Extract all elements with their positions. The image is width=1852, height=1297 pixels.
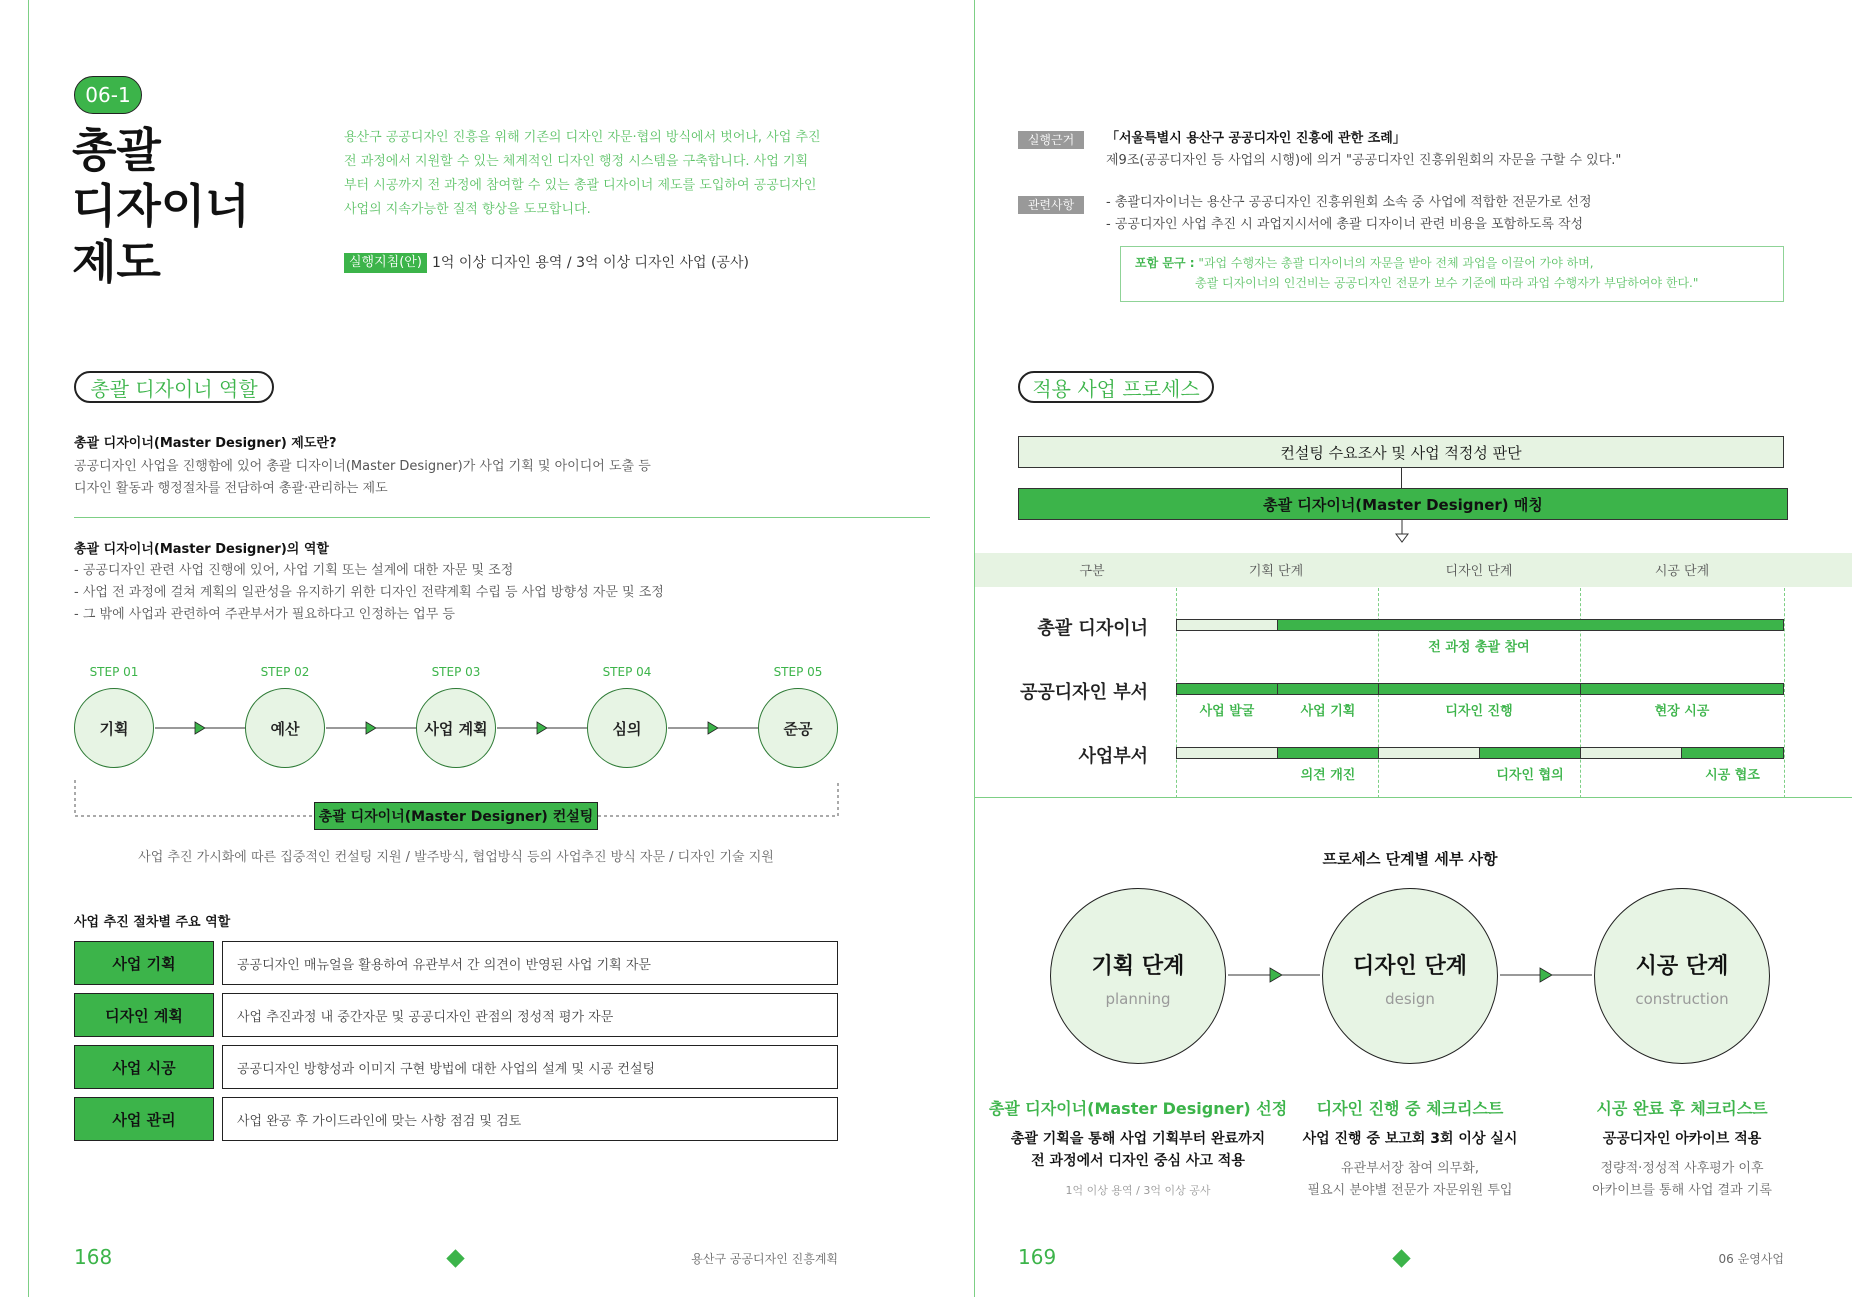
- intro-line: 용산구 공공디자인 진흥을 위해 기존의 디자인 자문·협의 방식에서 벗어나, 사업 추진: [344, 130, 821, 145]
- footer-text-right: 06 운영사업: [1718, 1252, 1784, 1266]
- phase-title: 기획 단계: [1091, 954, 1185, 979]
- section-title-role: 총괄 디자이너 역할: [74, 371, 274, 403]
- chapter-badge: 06-1: [74, 76, 142, 114]
- phase-detail: [988, 1128, 1288, 1172]
- role-item: - 사업 전 과정에 걸쳐 계획의 일관성을 유지하기 위한 디자인 전략계획 수립 등 사업 방향성 자문 및 조정: [74, 585, 664, 600]
- page-gutter-line: [974, 0, 975, 1297]
- bar-segment: [1277, 619, 1784, 631]
- definition-line: 공공디자인 사업을 진행함에 있어 총괄 디자이너(Master Designer)가 사업 기획 및 아이디어 도출 등: [74, 459, 651, 474]
- intro-line: 전 과정에서 지원할 수 있는 체계적인 디자인 행정 시스템을 구축합니다. 사업 기획: [344, 154, 809, 169]
- role-item: - 그 밖에 사업과 관련하여 주관부서가 필요하다고 인정하는 업무 등: [74, 607, 455, 622]
- include-line-1: "과업 수행자는 총괄 디자이너의 자문을 받아 전체 과업을 이끌어 가야 하며,: [1198, 256, 1594, 270]
- phase-subtitle: design: [1385, 990, 1435, 1008]
- bar-segment: [1277, 683, 1379, 695]
- diamond-icon: [1392, 1249, 1410, 1267]
- bar-segment: [1277, 747, 1379, 759]
- phase-circle-planning: [1050, 888, 1226, 1064]
- phase-note-line: 필요시 분야별 전문가 자문위원 투입: [1307, 1183, 1513, 1198]
- bar-segment: [1580, 747, 1682, 759]
- column-header: 디자인 단계: [1445, 564, 1513, 579]
- row-label-master: 총괄 디자이너: [1037, 618, 1148, 639]
- phase-circle-construction: [1594, 888, 1770, 1064]
- phase-detail-line: 총괄 기획을 통해 사업 기획부터 완료까지: [1010, 1131, 1266, 1147]
- phase-note-line: 아카이브를 통해 사업 결과 기록: [1592, 1183, 1772, 1198]
- consulting-label: 총괄 디자이너(Master Designer) 컨설팅: [314, 802, 598, 830]
- basis-law: 「서울특별시 용산구 공공디자인 진흥에 관한 조례」: [1106, 131, 1406, 146]
- role-item: - 공공디자인 관련 사업 진행에 있어, 사업 기획 또는 설계에 대한 자문 및 조정: [74, 563, 514, 578]
- title-line-3: 제도: [72, 235, 161, 289]
- role-heading: 총괄 디자이너(Master Designer)의 역할: [74, 542, 329, 557]
- procedure-label: 디자인 계획: [74, 993, 214, 1037]
- bar-label: 현장 시공: [1654, 704, 1710, 719]
- column-header: 기획 단계: [1248, 564, 1304, 579]
- procedure-heading: 사업 추진 절차별 주요 역할: [74, 915, 231, 930]
- basis-text: [1106, 128, 1621, 172]
- detail-heading: 프로세스 단계별 세부 사항: [1322, 850, 1498, 868]
- phase-subtitle: construction: [1635, 990, 1729, 1008]
- related-tag: 관련사항: [1018, 196, 1084, 214]
- bar-segment: [1176, 683, 1278, 695]
- bar-label: 사업 발굴: [1199, 704, 1255, 719]
- intro-line: 사업의 지속가능한 질적 향상을 도모합니다.: [344, 202, 591, 217]
- phase-title: 디자인 단계: [1353, 954, 1467, 979]
- bar-label: 전 과정 총괄 참여: [1428, 640, 1530, 655]
- phase-heading: 디자인 진행 중 체크리스트: [1316, 1099, 1504, 1118]
- procedure-text: 공공디자인 매뉴얼을 활용하여 유관부서 간 의견이 반영된 사업 기획 자문: [222, 941, 838, 985]
- step-circle-budget: 예산: [245, 688, 325, 768]
- include-box: [1120, 246, 1784, 302]
- footer-text-left: 용산구 공공디자인 진흥계획: [691, 1252, 838, 1266]
- phase-detail: 사업 진행 중 보고회 3회 이상 실시: [1302, 1131, 1518, 1147]
- step-circle-complete: 준공: [758, 688, 838, 768]
- step-label: STEP 02: [260, 665, 310, 679]
- bar-segment: [1378, 747, 1480, 759]
- bar-segment: [1479, 747, 1581, 759]
- intro-line: 부터 시공까지 전 과정에 참여할 수 있는 총괄 디자이너 제도를 도입하여 공공디자인: [344, 178, 817, 193]
- phase-detail: 공공디자인 아카이브 적용: [1602, 1131, 1762, 1147]
- basis-article: 제9조(공공디자인 등 사업의 시행)에 의거 "공공디자인 진흥위원회의 자문을 구할 수 있다.": [1106, 153, 1622, 168]
- bar-segment: [1378, 683, 1581, 695]
- phase-heading: 총괄 디자이너(Master Designer) 선정: [988, 1099, 1288, 1118]
- include-line-2: 총괄 디자이너의 인건비는 공공디자인 전문가 보수 기준에 따라 과업 수행자가 부담하여야 한다.": [1195, 276, 1699, 290]
- section-title-process: 적용 사업 프로세스: [1018, 371, 1214, 403]
- procedure-label: 사업 시공: [74, 1045, 214, 1089]
- procedure-text: 공공디자인 방향성과 이미지 구현 방법에 대한 사업의 설계 및 시공 컨설팅: [222, 1045, 838, 1089]
- bar-label: 디자인 협의: [1496, 768, 1564, 783]
- step-circle-plan: 기획: [74, 688, 154, 768]
- flow-arrow-icon: [1390, 520, 1414, 546]
- procedure-text: 사업 추진과정 내 중간자문 및 공공디자인 관점의 정성적 평가 자문: [222, 993, 838, 1037]
- definition-heading: 총괄 디자이너(Master Designer) 제도란?: [74, 436, 337, 451]
- phase-detail-line: 전 과정에서 디자인 중심 사고 적용: [1031, 1153, 1245, 1169]
- related-list: [1106, 192, 1592, 236]
- column-header: 구분: [1079, 564, 1105, 579]
- phase-heading: 시공 완료 후 체크리스트: [1596, 1099, 1768, 1118]
- row-label-dept: 공공디자인 부서: [1020, 682, 1148, 703]
- phase-note-line: 정량적·정성적 사후평가 이후: [1600, 1161, 1764, 1176]
- step-circle-project-plan: 사업 계획: [416, 688, 496, 768]
- phase-title: 시공 단계: [1635, 954, 1729, 979]
- procedure-text: 사업 완공 후 가이드라인에 맞는 사항 점검 및 검토: [222, 1097, 838, 1141]
- column-divider: [1784, 588, 1785, 798]
- flow-box-survey: 컨설팅 수요조사 및 사업 적정성 판단: [1018, 436, 1784, 468]
- phase-note: [1260, 1158, 1560, 1202]
- step-circle-review: 심의: [587, 688, 667, 768]
- diamond-icon: [446, 1249, 464, 1267]
- include-label: 포함 문구 :: [1135, 256, 1195, 270]
- phase-circle-design: [1322, 888, 1498, 1064]
- page-number-right: 169: [1018, 1245, 1057, 1269]
- related-item: - 총괄디자이너는 용산구 공공디자인 진흥위원회 소속 중 사업에 적합한 전문가로 선정: [1106, 195, 1592, 210]
- bar-label: 의견 개진: [1300, 768, 1356, 783]
- row-label-business: 사업부서: [1078, 746, 1148, 767]
- flow-connector: [1401, 468, 1402, 488]
- basis-tag: 실행근거: [1018, 131, 1084, 149]
- guideline-tag: 실행지침(안): [344, 253, 427, 273]
- bar-segment: [1176, 619, 1278, 631]
- step-label: STEP 04: [602, 665, 652, 679]
- flow-box-matching: 총괄 디자이너(Master Designer) 매칭: [1018, 488, 1788, 520]
- phase-note-line: 유관부서장 참여 의무화,: [1341, 1161, 1479, 1176]
- title-line-1: 총괄: [72, 123, 161, 177]
- step-label: STEP 03: [431, 665, 481, 679]
- bar-label: 시공 협조: [1705, 768, 1760, 783]
- bar-label: 디자인 진행: [1445, 704, 1513, 719]
- phase-subtitle: planning: [1105, 990, 1171, 1008]
- bar-label: 사업 기획: [1300, 704, 1356, 719]
- phase-note: [1532, 1158, 1832, 1202]
- title-line-2: 디자이너: [72, 179, 250, 233]
- column-header: 시공 단계: [1654, 564, 1710, 579]
- page-number-left: 168: [74, 1245, 113, 1269]
- phase-note: 1억 이상 용역 / 3억 이상 공사: [1065, 1184, 1211, 1197]
- guideline-text: 1억 이상 디자인 용역 / 3억 이상 디자인 사업 (공사): [432, 255, 749, 271]
- step-label: STEP 05: [773, 665, 823, 679]
- procedure-label: 사업 기획: [74, 941, 214, 985]
- table-bottom-line: [975, 797, 1852, 798]
- procedure-label: 사업 관리: [74, 1097, 214, 1141]
- related-item: - 공공디자인 사업 추진 시 과업지시서에 총괄 디자이너 관련 비용을 포함하도록 작성: [1106, 217, 1584, 232]
- bar-segment: [1681, 747, 1784, 759]
- definition-line: 디자인 활동과 행정절차를 전담하여 총괄·관리하는 제도: [74, 481, 388, 496]
- step-label: STEP 01: [89, 665, 139, 679]
- consulting-description: 사업 추진 가시화에 따른 집중적인 컨설팅 지원 / 발주방식, 협업방식 등의 사업추진 방식 자문 / 디자인 기술 지원: [138, 850, 774, 865]
- bar-segment: [1580, 683, 1784, 695]
- bar-segment: [1176, 747, 1278, 759]
